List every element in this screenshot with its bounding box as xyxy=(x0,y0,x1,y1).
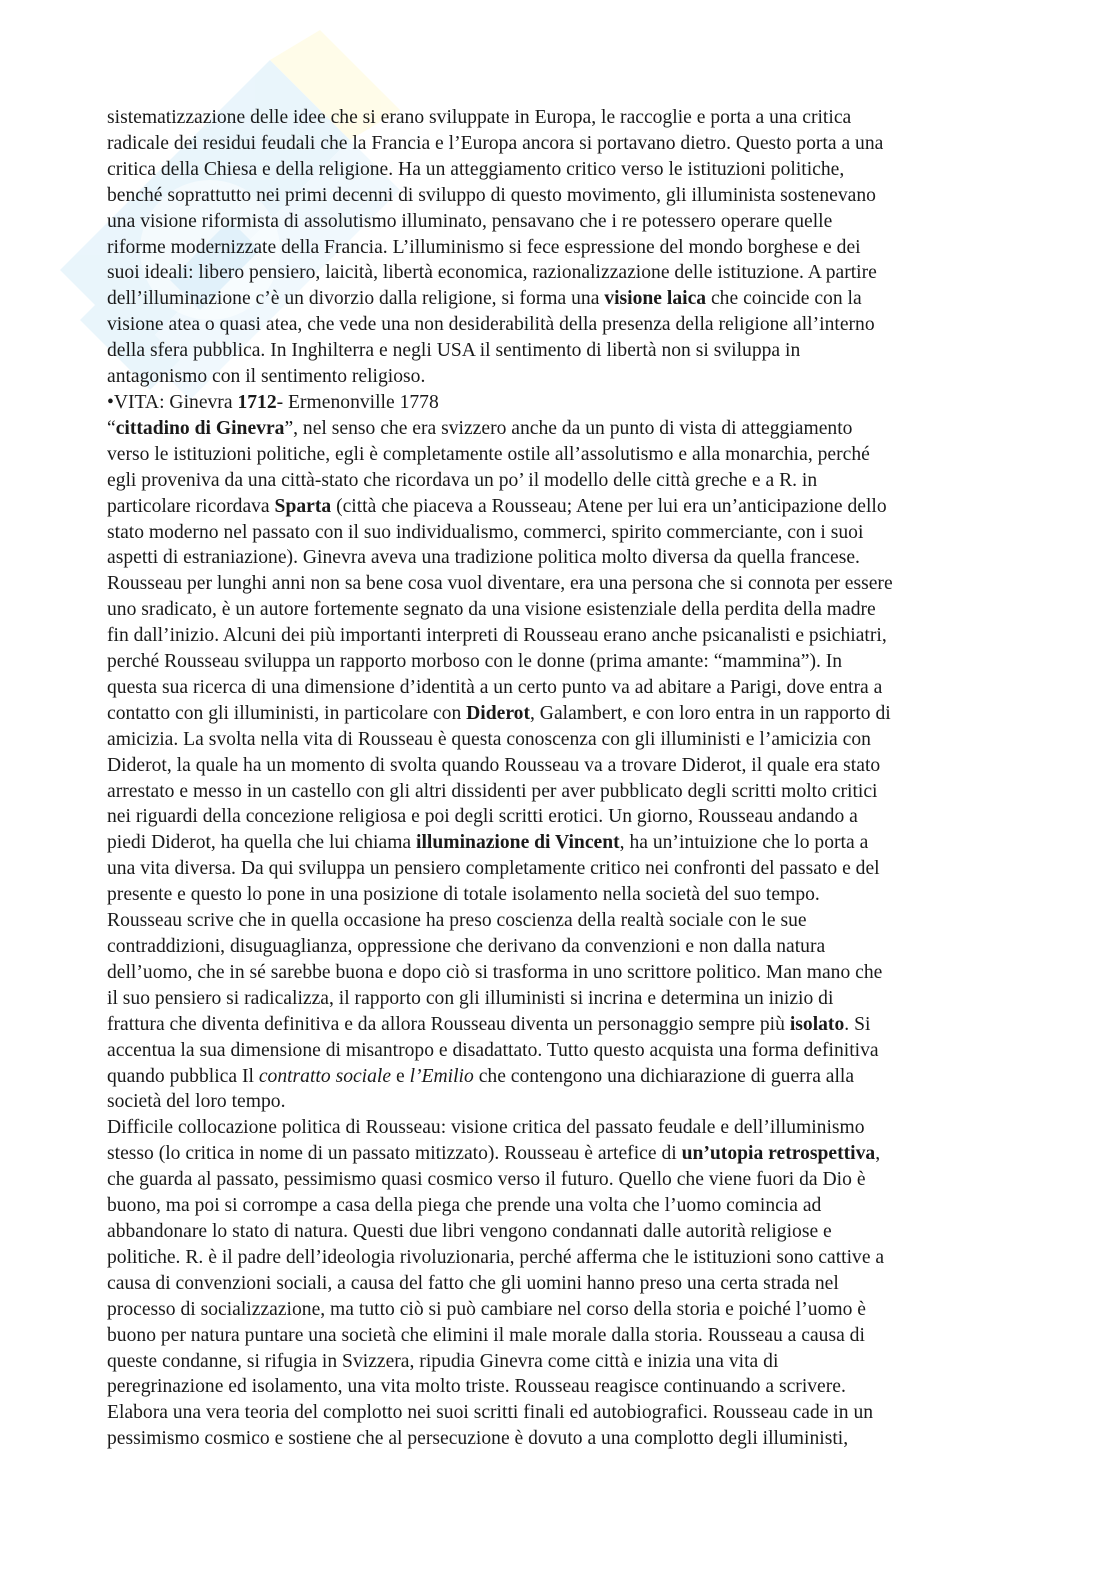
paragraph-ginevra xyxy=(107,416,1012,1115)
text-run: politiche. R. è il padre dell’ideologia rivoluzionaria, perché afferma che le istituzioni sono cattive a xyxy=(107,1246,885,1268)
bold-text: illuminazione di Vincent xyxy=(416,832,620,854)
text-line xyxy=(107,183,1012,209)
text-run: che contengono una dichiarazione di guerra alla xyxy=(473,1065,855,1087)
text-run: buono, ma poi si corrompe a casa della piega che prende una volta che l’uomo comincia ad xyxy=(107,1195,822,1217)
text-line xyxy=(107,1297,1012,1323)
text-line xyxy=(107,286,1012,312)
text-run: Rousseau per lunghi anni non sa bene cosa vuol diventare, era una persona che si connota per essere xyxy=(107,573,893,595)
text-run: Rousseau scrive che in quella occasione ha preso coscienza della realtà sociale con le sue xyxy=(107,910,807,932)
text-line xyxy=(107,623,1012,649)
document-text-body xyxy=(107,105,1012,1452)
text-line xyxy=(107,649,1012,675)
text-line xyxy=(107,1245,1012,1271)
text-run: pessimismo cosmico e sostiene che al persecuzione è dovuto a una complotto degli illuministi, xyxy=(107,1428,849,1450)
text-run: particolare ricordava xyxy=(107,495,275,517)
text-line xyxy=(107,1400,1012,1426)
text-run: contatto con gli illuministi, in particolare con xyxy=(107,702,467,724)
text-run: peregrinazione ed isolamento, una vita molto triste. Rousseau reagisce continuando a scrivere. xyxy=(107,1376,846,1398)
bold-text: isolato xyxy=(789,1013,845,1035)
text-run: - Ermenonville 1778 xyxy=(276,391,439,413)
text-line xyxy=(107,416,1012,442)
text-line xyxy=(107,753,1012,779)
text-line xyxy=(107,1323,1012,1349)
text-run: che guarda al passato, pessimismo quasi cosmico verso il futuro. Quello che viene fuori da Dio è xyxy=(107,1169,866,1191)
text-run: stesso (lo critica in nome di un passato mitizzato). Rousseau è artefice di xyxy=(107,1143,682,1165)
text-run: stato moderno nel passato con il suo individualismo, commerci, spirito commerciante, con i suoi xyxy=(107,521,864,543)
text-line xyxy=(107,960,1012,986)
text-line xyxy=(107,727,1012,753)
text-run: processo di socializzazione, ma tutto ciò si può cambiare nel corso della storia e poiché l’uomo è xyxy=(107,1298,866,1320)
text-run: fin dall’inizio. Alcuni dei più importanti interpreti di Rousseau erano anche psicanalisti e psichiatri, xyxy=(107,625,887,647)
text-run: •VITA: Ginevra xyxy=(107,391,238,413)
bold-text: visione laica xyxy=(604,288,707,310)
text-line xyxy=(107,131,1012,157)
text-run: (città che piaceva a Rousseau; Atene per lui era un’anticipazione dello xyxy=(331,495,887,517)
text-line xyxy=(107,545,1012,571)
text-run: “ xyxy=(107,417,116,439)
text-run: frattura che diventa definitiva e da allora Rousseau diventa un personaggio sempre più xyxy=(107,1013,790,1035)
italic-text: contratto sociale xyxy=(258,1065,392,1087)
text-line xyxy=(107,157,1012,183)
paragraph-intro xyxy=(107,105,1012,390)
text-line xyxy=(107,1115,1012,1141)
text-run: sistematizzazione delle idee che si erano sviluppate in Europa, le raccoglie e porta a una critica xyxy=(107,107,852,128)
text-run: questa sua ricerca di una dimensione d’identità a un certo punto va ad abitare a Parigi, dove entra a xyxy=(107,676,883,698)
text-line xyxy=(107,986,1012,1012)
text-run: della sfera pubblica. In Inghilterra e negli USA il sentimento di libertà non si sviluppa in xyxy=(107,340,801,362)
text-run: una vita diversa. Da qui sviluppa un pensiero completamente critico nei confronti del passato e del xyxy=(107,858,880,880)
bold-text: Diderot xyxy=(466,702,530,724)
text-line xyxy=(107,338,1012,364)
text-run: dell’illuminazione c’è un divorzio dalla religione, si forma una xyxy=(107,288,605,310)
text-line xyxy=(107,1271,1012,1297)
text-run: riforme modernizzate della Francia. L’illuminismo si fece espressione del mondo borghese e dei xyxy=(107,236,861,258)
text-line xyxy=(107,1426,1012,1452)
text-line xyxy=(107,804,1012,830)
text-line xyxy=(107,597,1012,623)
italic-text: l’Emilio xyxy=(409,1065,474,1087)
text-run: Difficile collocazione politica di Rousseau: visione critica del passato feudale e dell’illuminismo xyxy=(107,1117,865,1139)
bold-text: cittadino di Ginevra xyxy=(115,417,285,439)
text-run: quando pubblica Il xyxy=(107,1065,259,1087)
text-line xyxy=(107,520,1012,546)
text-line xyxy=(107,364,1012,390)
text-line xyxy=(107,468,1012,494)
bold-text: 1712 xyxy=(237,391,277,413)
text-line xyxy=(107,1167,1012,1193)
text-run: aspetti di estraniazione). Ginevra aveva una tradizione politica molto diversa da quella francese. xyxy=(107,547,860,569)
text-line xyxy=(107,235,1012,261)
text-run: abbandonare lo stato di natura. Questi due libri vengono condannati dalle autorità religiose e xyxy=(107,1220,832,1242)
text-run: buono per natura puntare una società che elimini il male morale dalla storia. Rousseau a causa di xyxy=(107,1324,865,1346)
text-line xyxy=(107,312,1012,338)
text-line xyxy=(107,494,1012,520)
text-run: benché soprattutto nei primi decenni di sviluppo di questo movimento, gli illuminista sostenevano xyxy=(107,184,876,206)
text-line xyxy=(107,779,1012,805)
text-line xyxy=(107,1219,1012,1245)
text-run: Diderot, la quale ha un momento di svolta quando Rousseau va a trovare Diderot, il quale era stato xyxy=(107,754,881,776)
text-line xyxy=(107,882,1012,908)
text-run: e xyxy=(391,1065,410,1087)
paragraph-collocazione xyxy=(107,1115,1012,1452)
text-run: visione atea o quasi atea, che vede una non desiderabilità della presenza della religione all’interno xyxy=(107,314,875,336)
text-run: . Si xyxy=(844,1013,871,1035)
text-run: egli proveniva da una città-stato che ricordava un po’ il modello delle città greche e a R. in xyxy=(107,469,818,491)
text-line xyxy=(107,1089,1012,1115)
text-line xyxy=(107,675,1012,701)
text-line xyxy=(107,856,1012,882)
text-line xyxy=(107,1349,1012,1375)
text-run: , Galambert, e con loro entra in un rapporto di xyxy=(530,702,891,724)
text-run: Elabora una vera teoria del complotto nei suoi scritti finali ed autobiografici. Rousseau cade in un xyxy=(107,1402,874,1424)
text-run: dell’uomo, che in sé sarebbe buona e dopo ciò si trasforma in uno scrittore politico. Man mano che xyxy=(107,961,883,983)
text-run: il suo pensiero si radicalizza, il rapporto con gli illuministi si incrina e determina un inizio di xyxy=(107,987,834,1009)
text-line xyxy=(107,1038,1012,1064)
text-run: antagonismo con il sentimento religioso. xyxy=(107,366,426,388)
text-run: nei riguardi della concezione religiosa e poi degli scritti erotici. Un giorno, Rousseau andando a xyxy=(107,806,858,828)
text-run: suoi ideali: libero pensiero, laicità, libertà economica, razionalizzazione delle istituzione. A partire xyxy=(107,262,877,284)
text-run: che coincide con la xyxy=(706,288,862,310)
text-run: ”, nel senso che era svizzero anche da un punto di vista di atteggiamento xyxy=(284,417,853,439)
text-run: queste condanne, si rifugia in Svizzera, ripudia Ginevra come città e inizia una vita di xyxy=(107,1350,779,1372)
text-run: uno sradicato, è un autore fortemente segnato da una visione esistenziale della perdita della madre xyxy=(107,599,876,621)
text-run: una visione riformista di assolutismo illuminato, pensavano che i re potessero operare quelle xyxy=(107,210,833,232)
text-run: , xyxy=(875,1143,881,1165)
text-line xyxy=(107,1012,1012,1038)
text-run: accentua la sua dimensione di misantropo e disadattato. Tutto questo acquista una forma definitiva xyxy=(107,1039,879,1061)
text-run: , ha un’intuizione che lo porta a xyxy=(619,832,869,854)
text-line xyxy=(107,1064,1012,1090)
text-run: presente e questo lo pone in una posizione di totale isolamento nella società del suo tempo. xyxy=(107,884,820,906)
text-line xyxy=(107,442,1012,468)
text-line xyxy=(107,209,1012,235)
text-run: perché Rousseau sviluppa un rapporto morboso con le donne (prima amante: “mammina”). In xyxy=(107,651,843,673)
bold-text: un’utopia retrospettiva xyxy=(681,1143,876,1165)
text-line xyxy=(107,1374,1012,1400)
text-line xyxy=(107,934,1012,960)
text-run: piedi Diderot, ha quella che lui chiama xyxy=(107,832,417,854)
bold-text: Sparta xyxy=(274,495,332,517)
text-run: critica della Chiesa e della religione. Ha un atteggiamento critico verso le istituzioni politiche, xyxy=(107,158,845,180)
text-run: società del loro tempo. xyxy=(107,1091,286,1113)
text-line xyxy=(107,105,1012,131)
text-run: contraddizioni, disuguaglianza, oppressione che derivano da convenzioni e non dalla natura xyxy=(107,936,826,957)
text-line xyxy=(107,701,1012,727)
text-line xyxy=(107,390,1012,416)
text-line xyxy=(107,908,1012,934)
text-line xyxy=(107,1193,1012,1219)
text-line xyxy=(107,830,1012,856)
text-line xyxy=(107,571,1012,597)
text-run: verso le istituzioni politiche, egli è completamente ostile all’assolutismo e alla monarchia, perché xyxy=(107,443,870,465)
text-run: arrestato e messo in un castello con gli altri dissidenti per aver pubblicato degli scritti molto critici xyxy=(107,780,878,802)
text-line xyxy=(107,1141,1012,1167)
paragraph-vita xyxy=(107,390,1012,416)
text-run: amicizia. La svolta nella vita di Rousseau è questa conoscenza con gli illuministi e l’amicizia con xyxy=(107,728,871,750)
text-line xyxy=(107,260,1012,286)
text-run: causa di convenzioni sociali, a causa del fatto che gli uomini hanno preso una certa strada nel xyxy=(107,1272,839,1294)
text-run: radicale dei residui feudali che la Francia e l’Europa ancora si portavano dietro. Questo porta a una xyxy=(107,132,884,154)
